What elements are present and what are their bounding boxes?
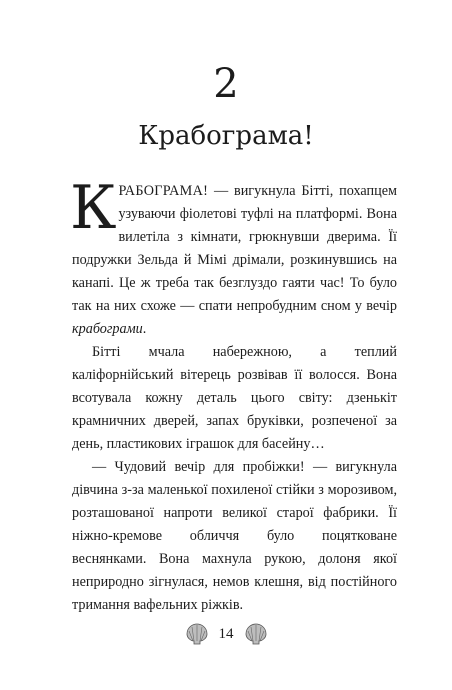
chapter-body	[70, 173, 397, 617]
chapter-number: 2	[213, 61, 239, 107]
paragraph-3: — Чудовий вечір для пробіжки! — вигукнула дівчина з-за маленької похиленої стійки з морозивом, розташованої напроти великої старої фабрики. Її ніжно-кремове обличчя було поцятковане веснянками. Вона махнула рукою, долоня якої неприродно зігнулася, немов клешня, від постійного тримання вафельних ріжків.	[72, 459, 397, 613]
paragraph-2: Бітті мчала набережною, а теплий каліфорнійський вітерець розвівав її волосся. Вона всотувала кожну деталь цього світу: дзенькіт крамничних дверей, запах бруківки, розпеченої за день, пластикових іграшок для басейну…	[72, 344, 397, 452]
page-number: 14	[218, 626, 234, 642]
paragraph-1-end: .	[142, 321, 147, 337]
italic-word: крабограми	[72, 321, 143, 337]
chapter-title: Крабограма!	[138, 121, 314, 151]
shell-icon	[243, 622, 269, 646]
drop-cap: К	[70, 173, 117, 243]
opening-caps: РАБОГРАМА!	[118, 183, 209, 199]
shell-icon	[184, 622, 210, 646]
paragraph-1-text: — вигукнула Бітті, похапцем узуваючи фіолетові туфлі на платформі. Вона вилетіла з кімнати, грюкнувши дверима. Її подружки Зельда й Мімі дрімали, розкинувшись на канапі. Це ж треба так безглуздо гаяти час! То було так на них схоже — спати непробудним сном у вечір	[72, 183, 397, 314]
paragraph-1	[70, 173, 397, 341]
page-footer	[0, 620, 452, 650]
